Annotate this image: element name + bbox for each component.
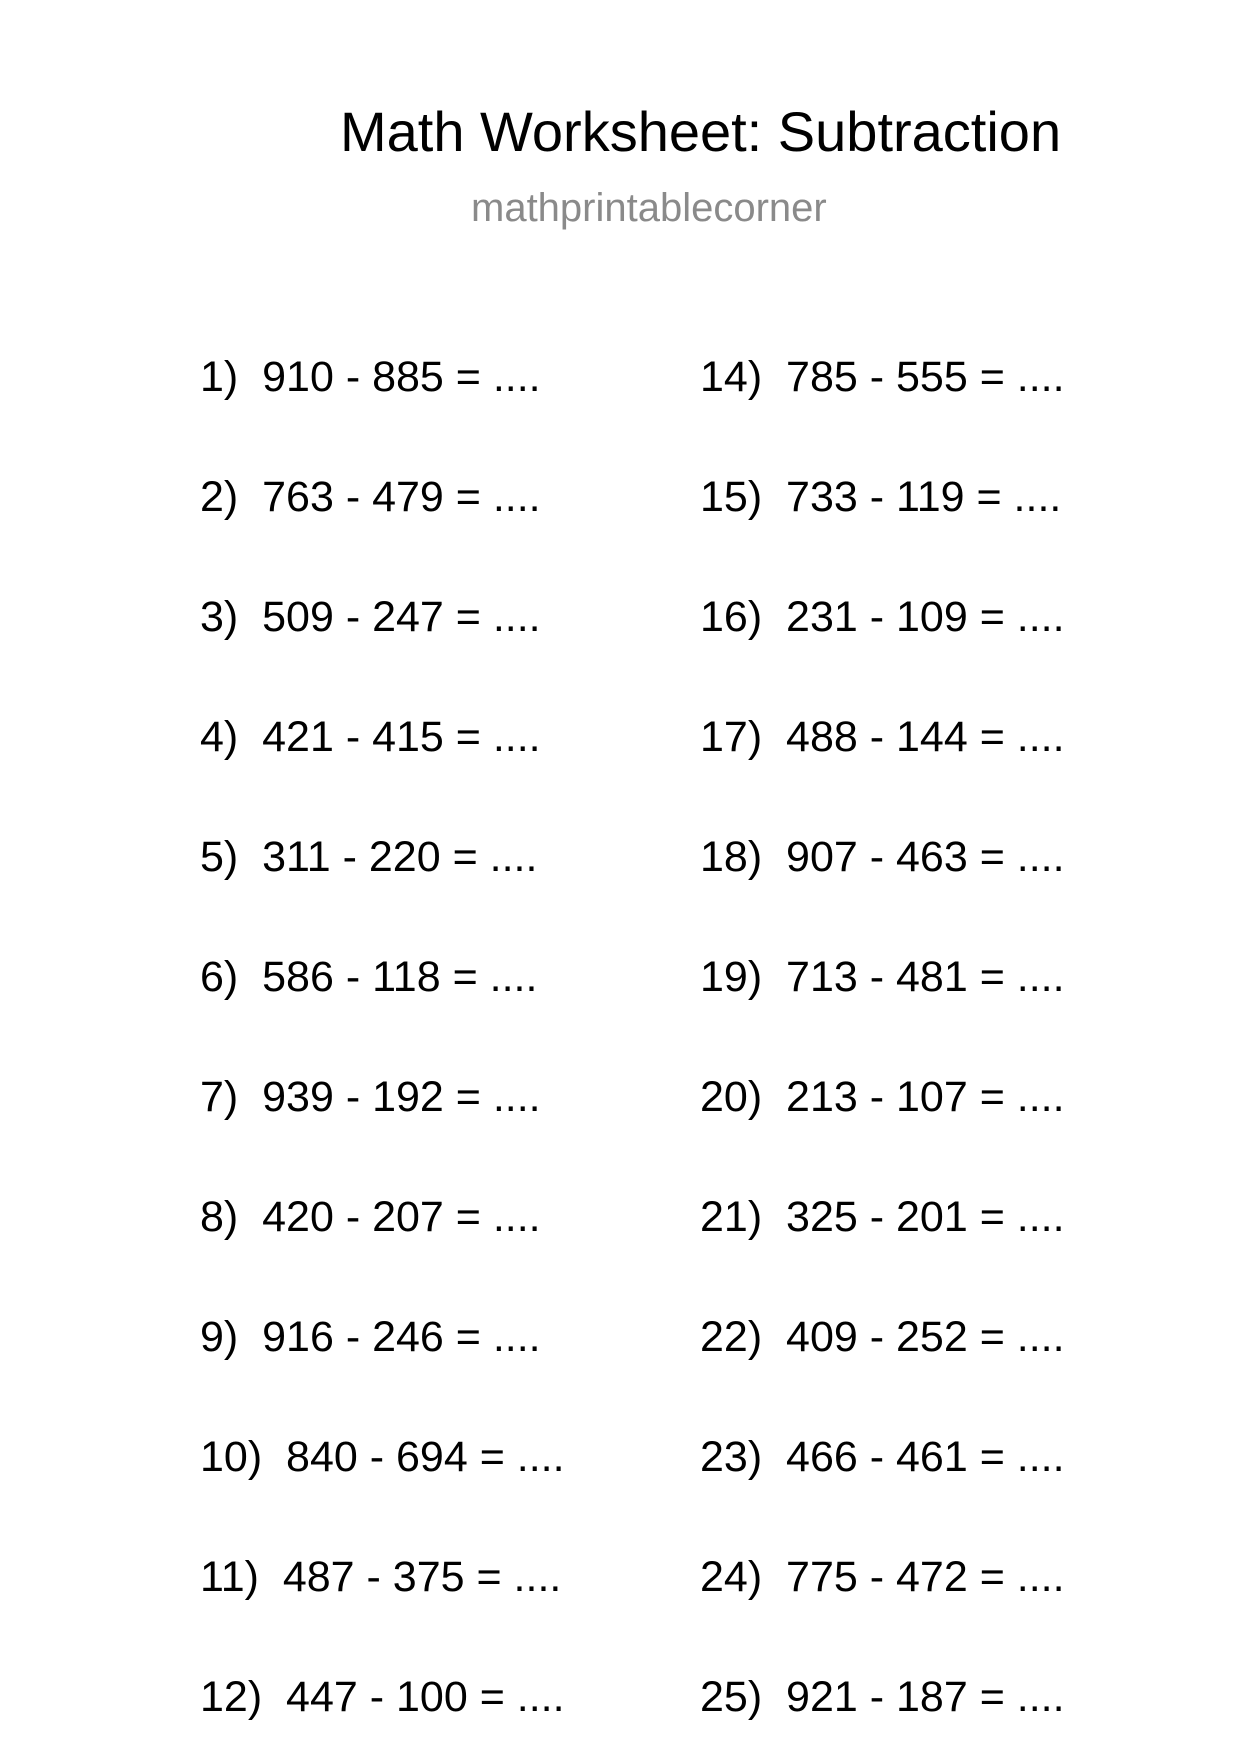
problem-24: 24) 775 - 472 = .... bbox=[700, 1553, 1065, 1601]
page-title: Math Worksheet: Subtraction bbox=[340, 100, 1062, 163]
problem-6: 6) 586 - 118 = .... bbox=[200, 953, 538, 1001]
problem-8: 8) 420 - 207 = .... bbox=[200, 1193, 541, 1241]
problem-12: 12) 447 - 100 = .... bbox=[200, 1673, 565, 1721]
problem-9: 9) 916 - 246 = .... bbox=[200, 1313, 541, 1361]
problem-4: 4) 421 - 415 = .... bbox=[200, 713, 541, 761]
problem-11: 11) 487 - 375 = .... bbox=[200, 1553, 562, 1601]
problem-23: 23) 466 - 461 = .... bbox=[700, 1433, 1065, 1481]
problem-15: 15) 733 - 119 = .... bbox=[700, 473, 1062, 521]
problem-7: 7) 939 - 192 = .... bbox=[200, 1073, 541, 1121]
problem-21: 21) 325 - 201 = .... bbox=[700, 1193, 1065, 1241]
problem-1: 1) 910 - 885 = .... bbox=[200, 353, 541, 401]
problem-2: 2) 763 - 479 = .... bbox=[200, 473, 541, 521]
problem-18: 18) 907 - 463 = .... bbox=[700, 833, 1065, 881]
problem-14: 14) 785 - 555 = .... bbox=[700, 353, 1065, 401]
problem-5: 5) 311 - 220 = .... bbox=[200, 833, 538, 881]
problem-3: 3) 509 - 247 = .... bbox=[200, 593, 541, 641]
problem-20: 20) 213 - 107 = .... bbox=[700, 1073, 1065, 1121]
problem-22: 22) 409 - 252 = .... bbox=[700, 1313, 1065, 1361]
problem-17: 17) 488 - 144 = .... bbox=[700, 713, 1065, 761]
problem-10: 10) 840 - 694 = .... bbox=[200, 1433, 565, 1481]
problem-19: 19) 713 - 481 = .... bbox=[700, 953, 1065, 1001]
problem-16: 16) 231 - 109 = .... bbox=[700, 593, 1065, 641]
source-label: mathprintablecorner bbox=[471, 186, 827, 230]
problem-25: 25) 921 - 187 = .... bbox=[700, 1673, 1065, 1721]
